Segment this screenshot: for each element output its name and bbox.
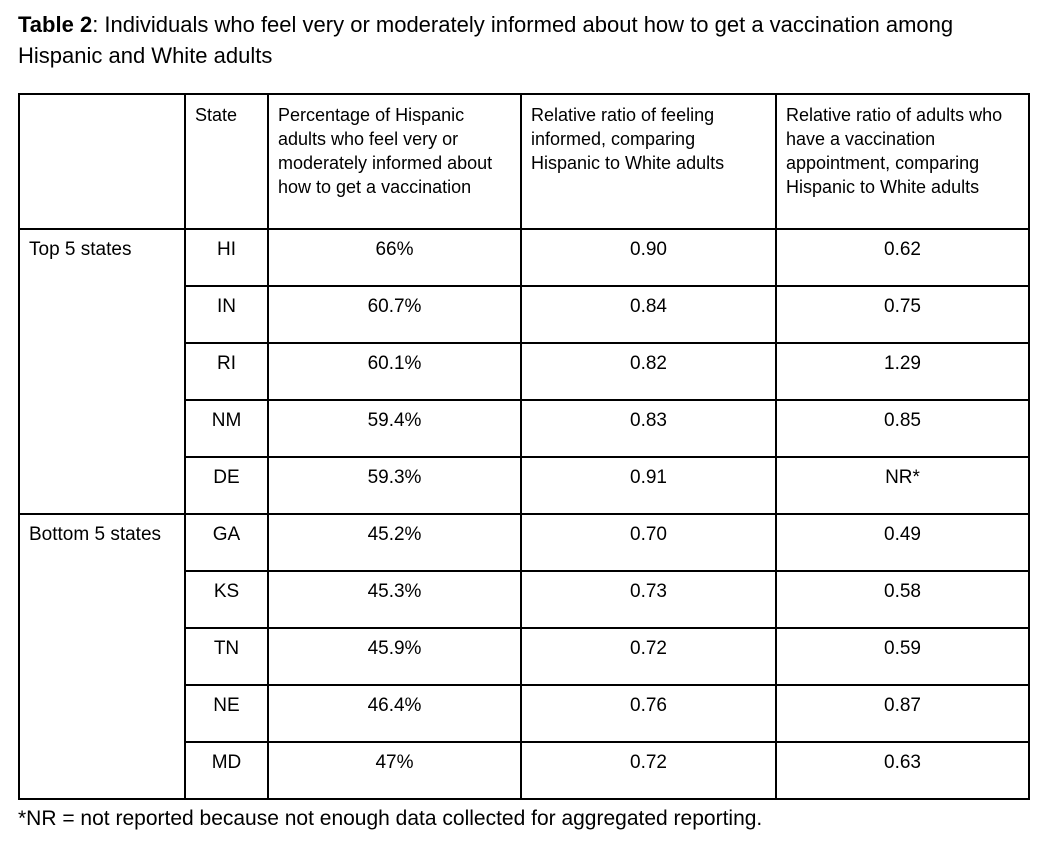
header-cell-ratio-appointment: Relative ratio of adults who have a vaccination appointment, comparing Hispanic to White adults — [776, 94, 1029, 229]
ratio-appointment-cell: NR* — [776, 457, 1029, 514]
ratio-appointment-cell: 0.63 — [776, 742, 1029, 799]
table-row — [19, 229, 1029, 286]
ratio-appointment-cell: 0.49 — [776, 514, 1029, 571]
percent-informed-cell: 45.3% — [268, 571, 521, 628]
state-cell: DE — [185, 457, 268, 514]
group-label-bottom5: Bottom 5 states — [19, 514, 185, 799]
header-row — [19, 94, 1029, 229]
ratio-informed-cell: 0.76 — [521, 685, 776, 742]
table-caption-label: Table 2 — [18, 12, 93, 37]
ratio-informed-cell: 0.84 — [521, 286, 776, 343]
ratio-appointment-cell: 0.75 — [776, 286, 1029, 343]
ratio-informed-cell: 0.72 — [521, 742, 776, 799]
state-cell: KS — [185, 571, 268, 628]
data-table — [18, 93, 1030, 800]
header-cell-ratio-informed: Relative ratio of feeling informed, comparing Hispanic to White adults — [521, 94, 776, 229]
state-cell: GA — [185, 514, 268, 571]
ratio-appointment-cell: 0.87 — [776, 685, 1029, 742]
percent-informed-cell: 59.4% — [268, 400, 521, 457]
header-cell-percent-informed: Percentage of Hispanic adults who feel very or moderately informed about how to get a vaccination — [268, 94, 521, 229]
ratio-informed-cell: 0.70 — [521, 514, 776, 571]
ratio-informed-cell: 0.91 — [521, 457, 776, 514]
ratio-appointment-cell: 0.85 — [776, 400, 1029, 457]
percent-informed-cell: 59.3% — [268, 457, 521, 514]
state-cell: NE — [185, 685, 268, 742]
ratio-appointment-cell: 0.59 — [776, 628, 1029, 685]
ratio-appointment-cell: 0.58 — [776, 571, 1029, 628]
ratio-appointment-cell: 1.29 — [776, 343, 1029, 400]
percent-informed-cell: 47% — [268, 742, 521, 799]
ratio-informed-cell: 0.73 — [521, 571, 776, 628]
state-cell: MD — [185, 742, 268, 799]
state-cell: HI — [185, 229, 268, 286]
ratio-informed-cell: 0.72 — [521, 628, 776, 685]
percent-informed-cell: 46.4% — [268, 685, 521, 742]
table-caption-text: : Individuals who feel very or moderately informed about how to get a vaccination among Hispanic and White adults — [18, 12, 954, 68]
percent-informed-cell: 66% — [268, 229, 521, 286]
percent-informed-cell: 45.9% — [268, 628, 521, 685]
header-cell-state: State — [185, 94, 268, 229]
ratio-informed-cell: 0.90 — [521, 229, 776, 286]
table-footnote: *NR = not reported because not enough data collected for aggregated reporting. — [18, 807, 763, 830]
state-cell: RI — [185, 343, 268, 400]
percent-informed-cell: 60.7% — [268, 286, 521, 343]
ratio-informed-cell: 0.82 — [521, 343, 776, 400]
ratio-appointment-cell: 0.62 — [776, 229, 1029, 286]
header-cell-group — [19, 94, 185, 229]
ratio-informed-cell: 0.83 — [521, 400, 776, 457]
table-row — [19, 514, 1029, 571]
table-caption — [18, 9, 983, 71]
state-cell: NM — [185, 400, 268, 457]
state-cell: TN — [185, 628, 268, 685]
group-label-top5: Top 5 states — [19, 229, 185, 514]
state-cell: IN — [185, 286, 268, 343]
percent-informed-cell: 60.1% — [268, 343, 521, 400]
percent-informed-cell: 45.2% — [268, 514, 521, 571]
